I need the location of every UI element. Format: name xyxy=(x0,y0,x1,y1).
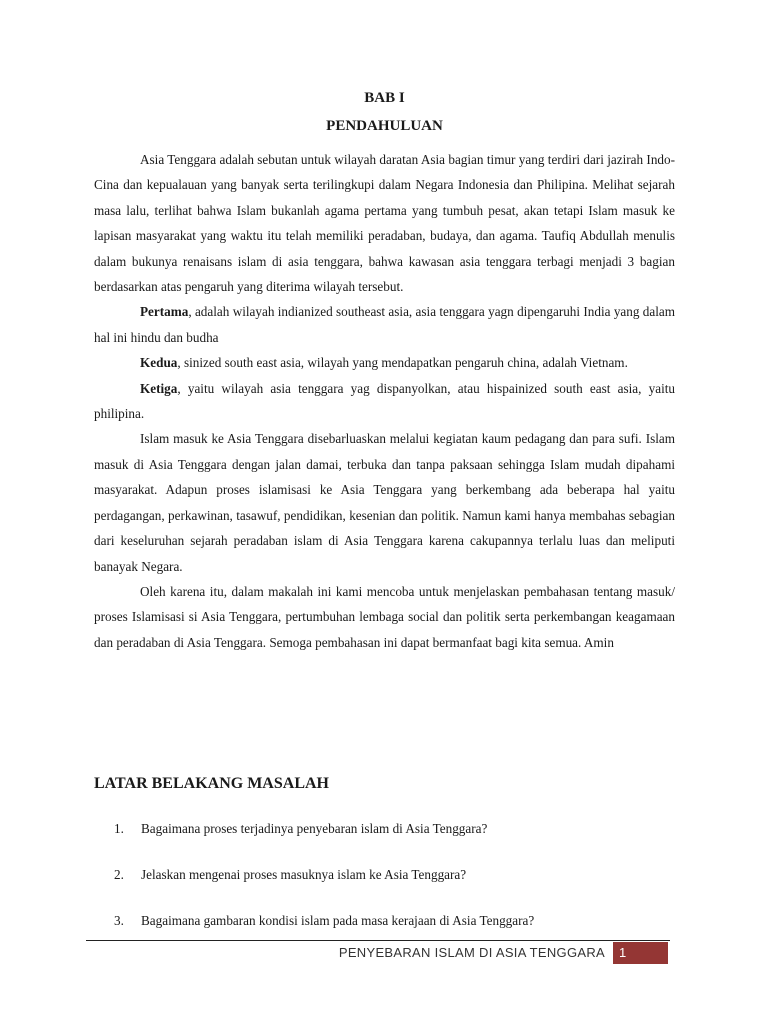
label-kedua: Kedua xyxy=(140,355,178,371)
list-text: Bagaimana proses terjadinya penyebaran islam di Asia Tenggara? xyxy=(141,821,488,836)
paragraph-islam-masuk: Islam masuk ke Asia Tenggara disebarluaskan melalui kegiatan kaum pedagang dan para sufi. Islam masuk di Asia Tenggara dengan jalan damai, terbuka dan tanpa paksaan sehingga Islam mudah dipahami masyarakat. Adapun proses islamisasi ke Asia Tenggara yang berkembang ada beberapa hal yaitu perdagangan, perkawinan, tasawuf, pendidikan, kesenian dan politik. Namun kami hanya membahas sebagian dari keseluruhan sejarah peradaban islam di Asia Tenggara karena cakupannya terlalu luas dan meliputi banayak Negara. xyxy=(94,431,675,574)
page-number-badge xyxy=(613,942,668,964)
text-ketiga: , yaitu wilayah asia tenggara yag dispanyolkan, atau hispainized south east asia, yaitu philipina. xyxy=(94,380,675,422)
paragraph-intro: Asia Tenggara adalah sebutan untuk wilayah daratan Asia bagian timur yang terdiri dari jazirah Indo-Cina dan kepualauan yang banyak serta terilingkupi dalam Negara Indonesia dan Philipina. Melihat sejarah masa lalu, terlihat bahwa Islam bukanlah agama pertama yang tumbuh pesat, akan tetapi Islam masuk ke lapisan masyarakat yang waktu itu telah memiliki peradaban, budaya, dan agama. Taufiq Abdullah menulis dalam bukunya renaisans islam di asia tenggara, bahwa kawasan asia tenggara terbagi menjadi 3 bagian berdasarkan atas pengaruh yang diterima wilayah tersebut. xyxy=(94,152,675,295)
chapter-title: PENDAHULUAN xyxy=(326,118,443,134)
text-pertama: , adalah wilayah indianized southeast asia, asia tenggara yagn dipengaruhi India yang dalam hal ini hindu dan budha xyxy=(94,304,675,345)
list-number: 1. xyxy=(114,821,124,836)
text-kedua: , sinized south east asia, wilayah yang mendapatkan pengaruh china, adalah Vietnam. xyxy=(177,355,628,371)
paragraph-penutup: Oleh karena itu, dalam makalah ini kami mencoba untuk menjelaskan pembahasan tentang masuk/ proses Islamisasi si Asia Tenggara, pertumbuhan lembaga social dan politik serta perkembangan keagamaan dan peradaban di Asia Tenggara. Semoga pembahasan ini dapat bermanfaat bagi kita semua. Amin xyxy=(94,583,675,650)
section-heading: LATAR BELAKANG MASALAH xyxy=(94,775,329,792)
paragraph-kedua xyxy=(94,350,675,375)
body-text xyxy=(94,147,675,655)
title-block xyxy=(94,86,675,138)
paragraph-pertama xyxy=(94,299,675,350)
chapter-number: BAB I xyxy=(364,90,405,106)
list-number: 3. xyxy=(114,913,124,928)
page-number: 1 xyxy=(619,945,627,960)
footer-running-title: PENYEBARAN ISLAM DI ASIA TENGGARA xyxy=(338,945,605,960)
list-text: Jelaskan mengenai proses masuknya islam ke Asia Tenggara? xyxy=(141,867,467,882)
paragraph-ketiga xyxy=(94,376,675,427)
footer-divider xyxy=(86,940,670,941)
label-pertama: Pertama xyxy=(140,304,189,320)
label-ketiga: Ketiga xyxy=(140,380,178,396)
list-number: 2. xyxy=(114,867,124,882)
list-text: Bagaimana gambaran kondisi islam pada masa kerajaan di Asia Tenggara? xyxy=(141,913,535,928)
